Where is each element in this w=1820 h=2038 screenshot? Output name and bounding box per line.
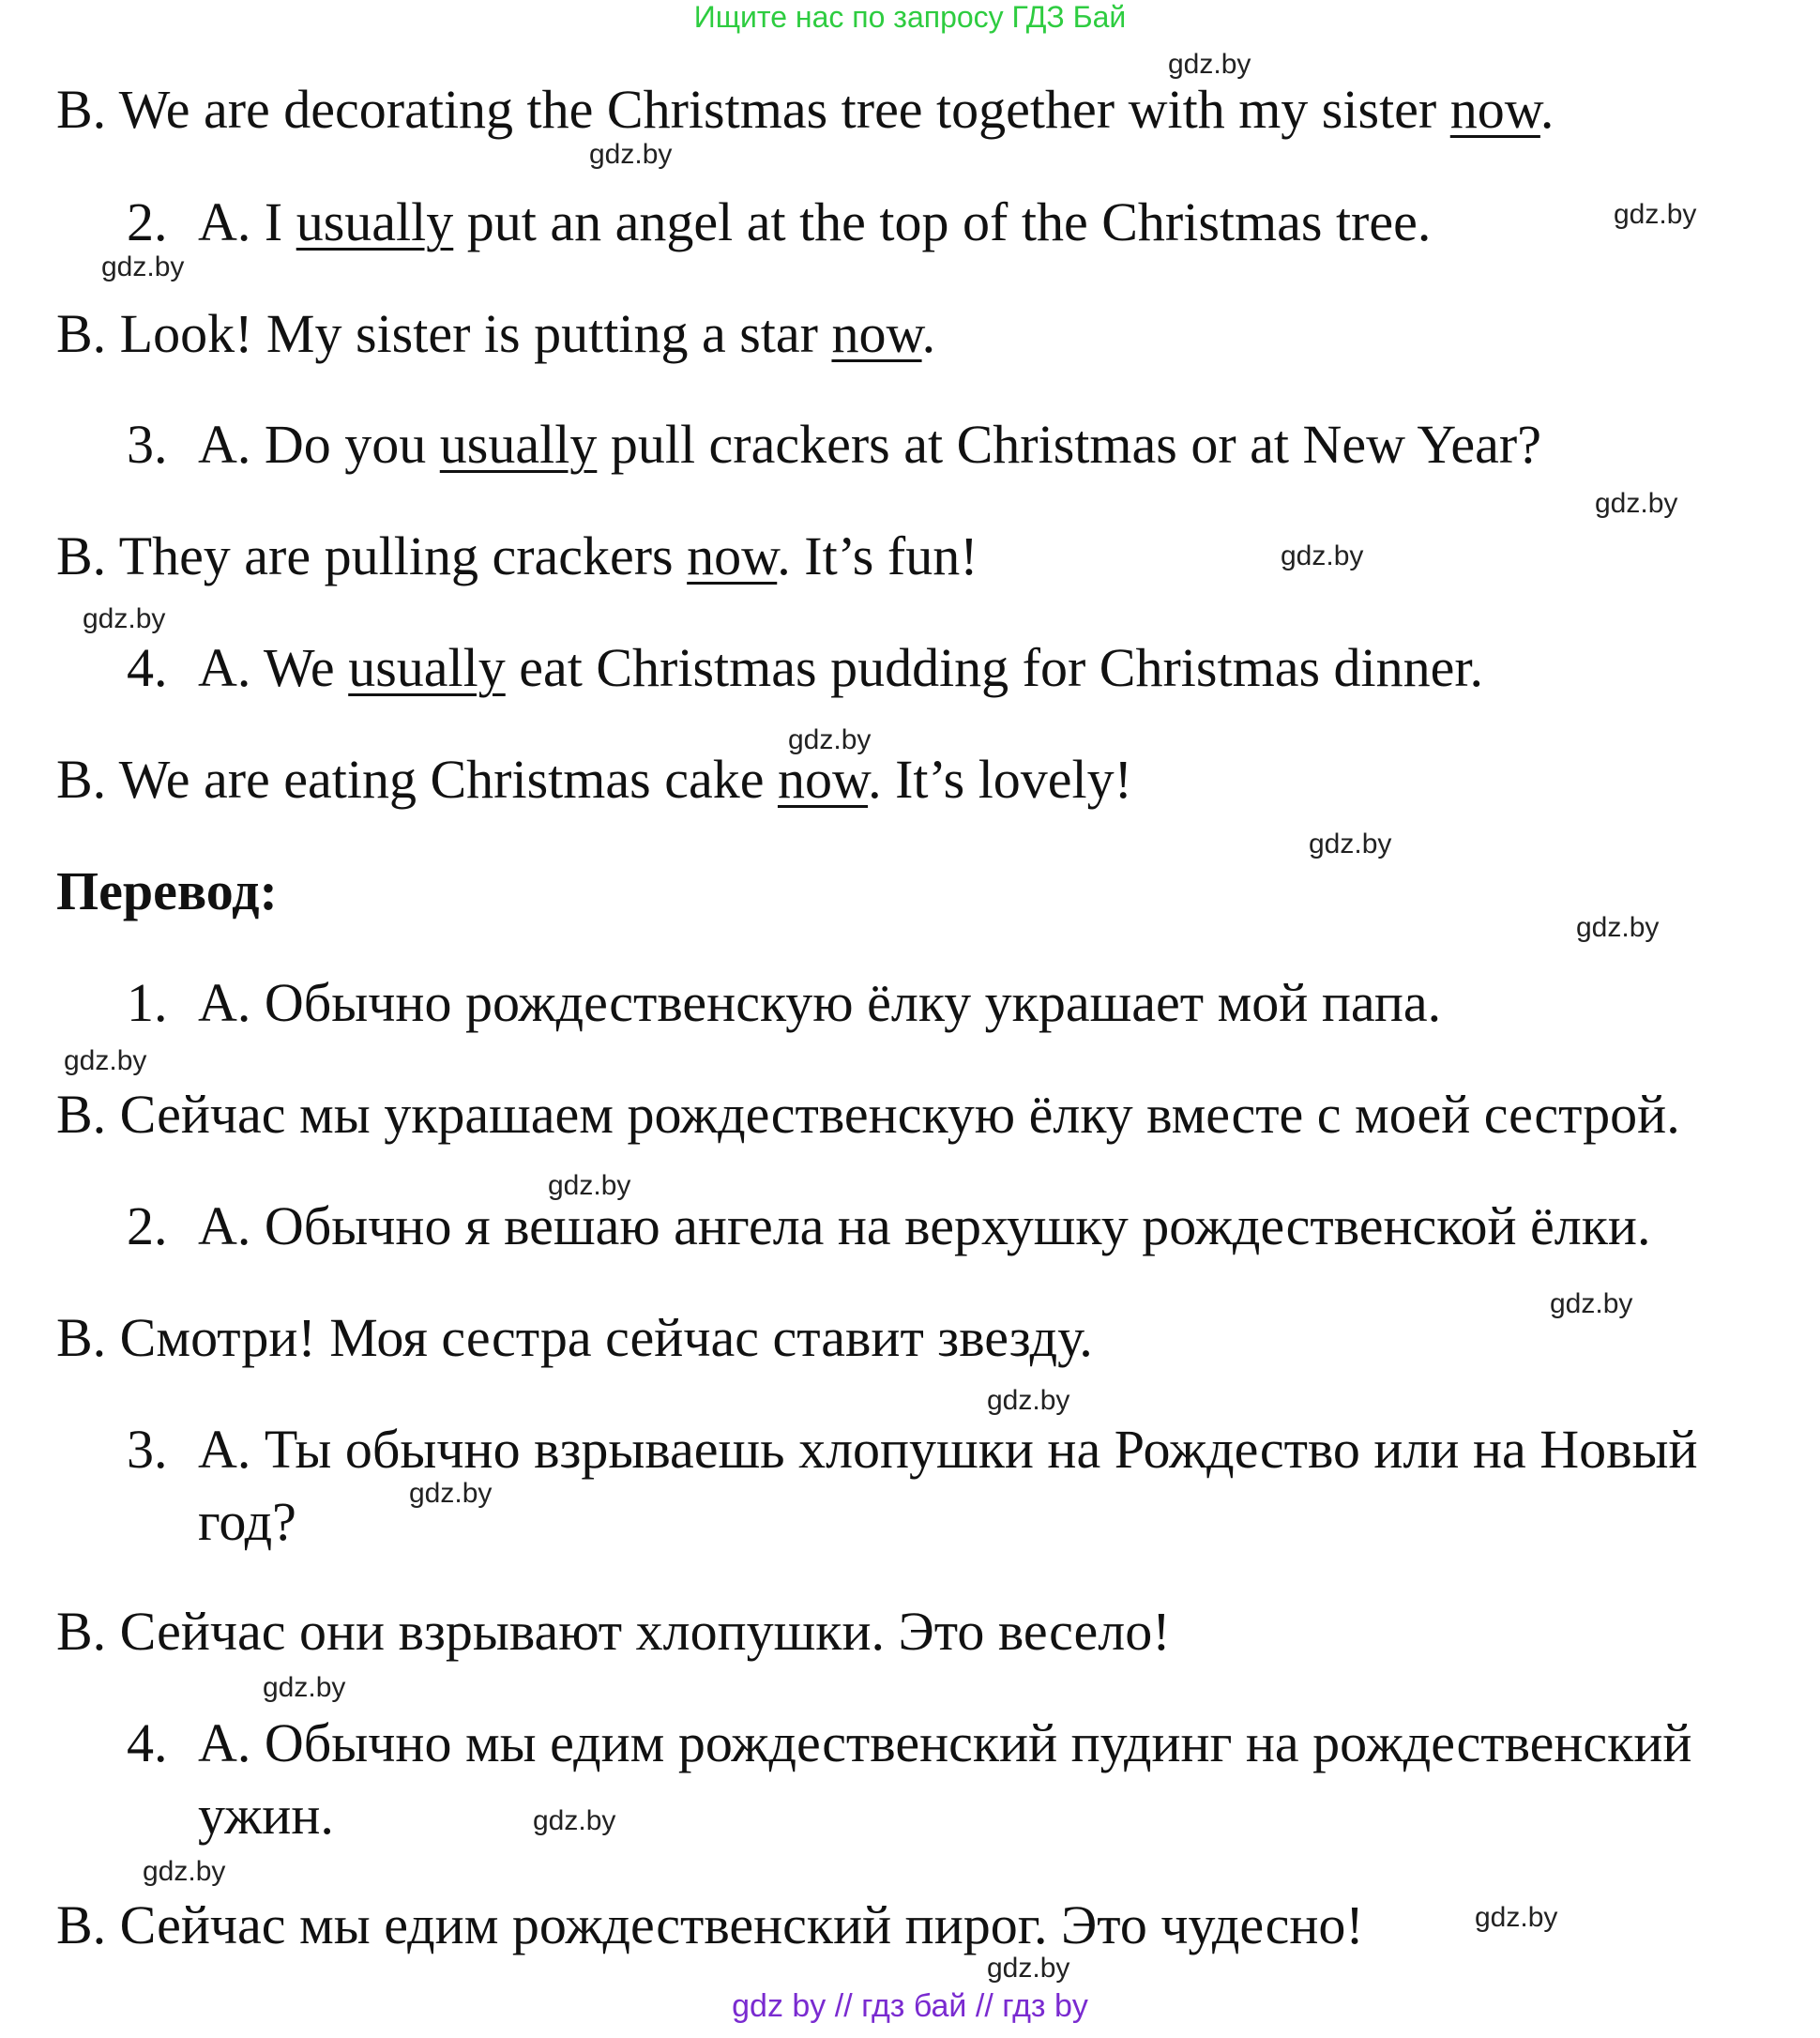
- english-line-2b: [56, 304, 935, 364]
- underlined-word: now: [831, 303, 922, 364]
- underlined-word: now: [1449, 79, 1540, 140]
- text-segment: eat Christmas pudding for Christmas dinner.: [505, 637, 1484, 698]
- watermark: gdz.by: [101, 251, 185, 282]
- text-segment: ужин.: [198, 1785, 334, 1846]
- text-segment: В. Смотри! Моя сестра сейчас ставит звезду.: [56, 1307, 1093, 1368]
- russian-line-3a: [127, 1420, 1698, 1480]
- item-number: 3.: [127, 414, 168, 475]
- text-segment: A. Do you: [198, 414, 440, 475]
- underlined-word: now: [777, 749, 869, 810]
- russian-line-4b: [56, 1895, 1364, 1955]
- text-segment: .: [1539, 79, 1555, 140]
- item-number: 2.: [127, 1195, 168, 1256]
- watermark: gdz.by: [64, 1045, 147, 1076]
- footer-links[interactable]: gdz by // гдз бай // гдз by: [732, 1988, 1088, 2024]
- text-segment: А. Ты обычно взрываешь хлопушки на Рождество или на Новый: [198, 1419, 1698, 1480]
- item-number: 3.: [127, 1419, 168, 1480]
- english-line-4b: [56, 750, 1132, 810]
- underlined-word: usually: [348, 637, 506, 698]
- translation-heading: Перевод:: [56, 860, 278, 921]
- russian-line-1b: [56, 1085, 1680, 1145]
- russian-line-3a-continuation: [198, 1492, 296, 1552]
- text-segment: B. They are pulling crackers: [56, 525, 688, 586]
- text-segment: . It’s lovely!: [868, 749, 1132, 810]
- text-segment: A. We: [198, 637, 349, 698]
- text-segment: А. Обычно я вешаю ангела на верхушку рождественской ёлки.: [198, 1195, 1651, 1256]
- text-segment: В. Сейчас они взрывают хлопушки. Это весело!: [56, 1601, 1171, 1662]
- text-segment: put an angel at the top of the Christmas tree.: [453, 191, 1432, 252]
- text-segment: pull crackers at Christmas or at New Year?: [597, 414, 1541, 475]
- text-segment: А. Обычно рождественскую ёлку украшает мой папа.: [198, 972, 1442, 1033]
- english-line-2a: [127, 192, 1431, 252]
- watermark: gdz.by: [987, 1385, 1070, 1416]
- russian-line-2a: [127, 1196, 1650, 1256]
- watermark: gdz.by: [83, 603, 166, 634]
- watermark: gdz.by: [1168, 49, 1251, 80]
- watermark: gdz.by: [589, 139, 673, 170]
- text-segment: A. I: [198, 191, 296, 252]
- watermark: gdz.by: [1281, 540, 1364, 571]
- watermark: gdz.by: [987, 1953, 1070, 1984]
- item-number: 4.: [127, 1712, 168, 1773]
- russian-line-3b: [56, 1602, 1171, 1662]
- text-segment: B. We are eating Christmas cake: [56, 749, 778, 810]
- text-segment: год?: [198, 1491, 296, 1552]
- watermark: gdz.by: [533, 1805, 616, 1836]
- text-segment: А. Обычно мы едим рождественский пудинг на рождественский: [198, 1712, 1692, 1773]
- russian-line-2b: [56, 1308, 1093, 1368]
- underlined-word: usually: [439, 414, 598, 475]
- watermark: gdz.by: [1595, 488, 1678, 519]
- russian-line-1a: [127, 973, 1441, 1033]
- watermark: gdz.by: [263, 1672, 346, 1703]
- text-segment: . It’s fun!: [777, 525, 978, 586]
- item-number: 4.: [127, 637, 168, 698]
- watermark: gdz.by: [143, 1856, 226, 1887]
- underlined-word: now: [687, 525, 778, 586]
- text-segment: В. Сейчас мы едим рождественский пирог. Это чудесно!: [56, 1894, 1364, 1955]
- english-line-1b: [56, 80, 1554, 140]
- text-segment: В. Сейчас мы украшаем рождественскую ёлку вместе с моей сестрой.: [56, 1084, 1680, 1145]
- text-segment: B. Look! My sister is putting a star: [56, 303, 832, 364]
- english-line-4a: [127, 638, 1483, 698]
- text-segment: .: [921, 303, 936, 364]
- watermark: gdz.by: [548, 1170, 631, 1201]
- watermark: gdz.by: [1614, 199, 1697, 230]
- watermark: gdz.by: [788, 724, 872, 755]
- search-banner[interactable]: Ищите нас по запросу ГДЗ Бай: [693, 0, 1127, 34]
- russian-line-4a: [127, 1713, 1691, 1773]
- item-number: 1.: [127, 972, 168, 1033]
- watermark: gdz.by: [1475, 1902, 1558, 1933]
- watermark: gdz.by: [409, 1478, 493, 1509]
- item-number: 2.: [127, 191, 168, 252]
- english-line-3b: [56, 526, 978, 586]
- watermark: gdz.by: [1576, 912, 1660, 943]
- watermark: gdz.by: [1550, 1288, 1633, 1319]
- english-line-3a: [127, 415, 1541, 475]
- russian-line-4a-continuation: [198, 1786, 334, 1846]
- text-segment: B. We are decorating the Christmas tree together with my sister: [56, 79, 1450, 140]
- underlined-word: usually: [296, 191, 454, 252]
- watermark: gdz.by: [1309, 829, 1392, 859]
